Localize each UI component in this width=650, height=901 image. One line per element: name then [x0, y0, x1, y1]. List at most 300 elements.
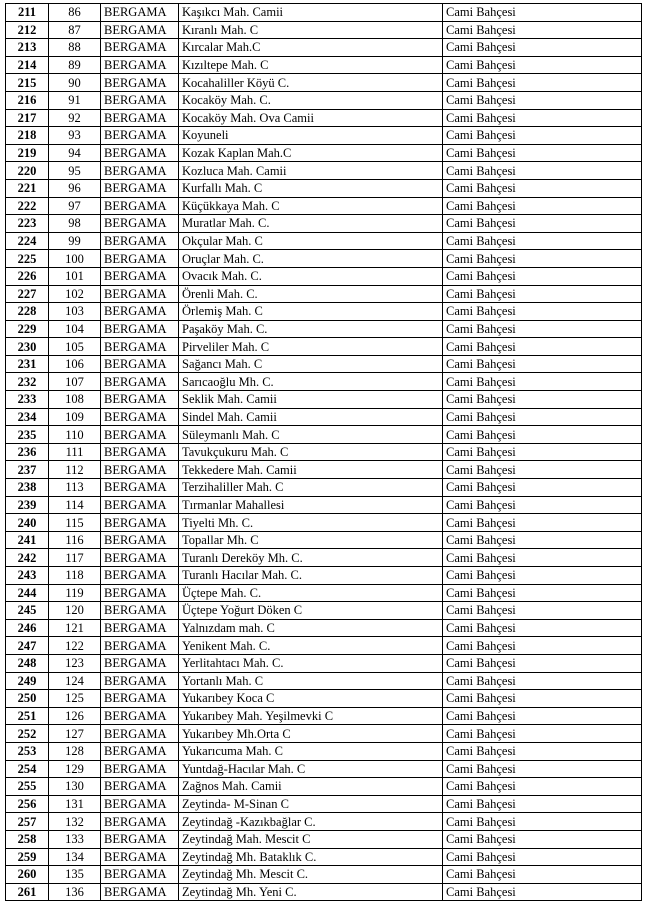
document-page — [5, 3, 642, 901]
district-cell: BERGAMA — [101, 21, 179, 39]
district-cell: BERGAMA — [101, 232, 179, 250]
table-row — [6, 866, 642, 884]
row-number-cell: 248 — [6, 654, 49, 672]
table-row — [6, 391, 642, 409]
location-type-cell: Cami Bahçesi — [443, 338, 642, 356]
sequence-number-cell: 86 — [49, 4, 101, 22]
row-number-cell: 225 — [6, 250, 49, 268]
row-number-cell: 213 — [6, 39, 49, 57]
location-type-cell: Cami Bahçesi — [443, 74, 642, 92]
neighborhood-cell: Kocaköy Mah. C. — [179, 91, 443, 109]
district-cell: BERGAMA — [101, 795, 179, 813]
sequence-number-cell: 93 — [49, 127, 101, 145]
table-body — [6, 4, 642, 901]
district-cell: BERGAMA — [101, 619, 179, 637]
district-cell: BERGAMA — [101, 285, 179, 303]
sequence-number-cell: 131 — [49, 795, 101, 813]
row-number-cell: 249 — [6, 672, 49, 690]
table-row — [6, 197, 642, 215]
location-type-cell: Cami Bahçesi — [443, 883, 642, 901]
neighborhood-cell: Tekkedere Mah. Camii — [179, 461, 443, 479]
sequence-number-cell: 91 — [49, 91, 101, 109]
table-row — [6, 795, 642, 813]
row-number-cell: 244 — [6, 584, 49, 602]
district-cell: BERGAMA — [101, 179, 179, 197]
neighborhood-cell: Kurfallı Mah. C — [179, 179, 443, 197]
location-type-cell: Cami Bahçesi — [443, 21, 642, 39]
row-number-cell: 243 — [6, 567, 49, 585]
location-type-cell: Cami Bahçesi — [443, 426, 642, 444]
neighborhood-cell: Zeytindağ -Kazıkbağlar C. — [179, 813, 443, 831]
sequence-number-cell: 92 — [49, 109, 101, 127]
neighborhood-cell: Terzihaliller Mah. C — [179, 479, 443, 497]
neighborhood-cell: Ovacık Mah. C. — [179, 267, 443, 285]
row-number-cell: 232 — [6, 373, 49, 391]
table-row — [6, 461, 642, 479]
district-cell: BERGAMA — [101, 91, 179, 109]
table-row — [6, 531, 642, 549]
table-row — [6, 338, 642, 356]
row-number-cell: 253 — [6, 742, 49, 760]
table-row — [6, 320, 642, 338]
neighborhood-cell: Sarıcaoğlu Mh. C. — [179, 373, 443, 391]
sequence-number-cell: 98 — [49, 215, 101, 233]
sequence-number-cell: 119 — [49, 584, 101, 602]
district-cell: BERGAMA — [101, 584, 179, 602]
district-cell: BERGAMA — [101, 514, 179, 532]
location-type-cell: Cami Bahçesi — [443, 690, 642, 708]
location-type-cell: Cami Bahçesi — [443, 232, 642, 250]
location-table — [5, 3, 642, 901]
location-type-cell: Cami Bahçesi — [443, 144, 642, 162]
location-type-cell: Cami Bahçesi — [443, 39, 642, 57]
neighborhood-cell: Üçtepe Yoğurt Döken C — [179, 602, 443, 620]
location-type-cell: Cami Bahçesi — [443, 496, 642, 514]
table-row — [6, 303, 642, 321]
sequence-number-cell: 129 — [49, 760, 101, 778]
sequence-number-cell: 134 — [49, 848, 101, 866]
row-number-cell: 219 — [6, 144, 49, 162]
row-number-cell: 255 — [6, 778, 49, 796]
table-row — [6, 760, 642, 778]
location-type-cell: Cami Bahçesi — [443, 549, 642, 567]
table-row — [6, 619, 642, 637]
sequence-number-cell: 120 — [49, 602, 101, 620]
row-number-cell: 242 — [6, 549, 49, 567]
row-number-cell: 251 — [6, 707, 49, 725]
location-type-cell: Cami Bahçesi — [443, 514, 642, 532]
sequence-number-cell: 97 — [49, 197, 101, 215]
table-row — [6, 285, 642, 303]
row-number-cell: 228 — [6, 303, 49, 321]
sequence-number-cell: 122 — [49, 637, 101, 655]
table-row — [6, 144, 642, 162]
location-type-cell: Cami Bahçesi — [443, 303, 642, 321]
table-row — [6, 373, 642, 391]
location-type-cell: Cami Bahçesi — [443, 267, 642, 285]
neighborhood-cell: Yalnızdam mah. C — [179, 619, 443, 637]
location-type-cell: Cami Bahçesi — [443, 619, 642, 637]
table-row — [6, 91, 642, 109]
row-number-cell: 223 — [6, 215, 49, 233]
sequence-number-cell: 100 — [49, 250, 101, 268]
neighborhood-cell: Paşaköy Mah. C. — [179, 320, 443, 338]
row-number-cell: 215 — [6, 74, 49, 92]
neighborhood-cell: Yukarıcuma Mah. C — [179, 742, 443, 760]
neighborhood-cell: Pirveliler Mah. C — [179, 338, 443, 356]
row-number-cell: 216 — [6, 91, 49, 109]
location-type-cell: Cami Bahçesi — [443, 109, 642, 127]
district-cell: BERGAMA — [101, 162, 179, 180]
neighborhood-cell: Yortanlı Mah. C — [179, 672, 443, 690]
table-row — [6, 74, 642, 92]
location-type-cell: Cami Bahçesi — [443, 91, 642, 109]
location-type-cell: Cami Bahçesi — [443, 795, 642, 813]
location-type-cell: Cami Bahçesi — [443, 531, 642, 549]
neighborhood-cell: Kocaköy Mah. Ova Camii — [179, 109, 443, 127]
table-row — [6, 162, 642, 180]
row-number-cell: 245 — [6, 602, 49, 620]
row-number-cell: 227 — [6, 285, 49, 303]
district-cell: BERGAMA — [101, 127, 179, 145]
neighborhood-cell: Örlemiş Mah. C — [179, 303, 443, 321]
row-number-cell: 234 — [6, 408, 49, 426]
sequence-number-cell: 102 — [49, 285, 101, 303]
sequence-number-cell: 113 — [49, 479, 101, 497]
table-row — [6, 602, 642, 620]
row-number-cell: 221 — [6, 179, 49, 197]
neighborhood-cell: Yukarıbey Mh.Orta C — [179, 725, 443, 743]
neighborhood-cell: Muratlar Mah. C. — [179, 215, 443, 233]
sequence-number-cell: 115 — [49, 514, 101, 532]
sequence-number-cell: 132 — [49, 813, 101, 831]
row-number-cell: 229 — [6, 320, 49, 338]
district-cell: BERGAMA — [101, 74, 179, 92]
table-row — [6, 39, 642, 57]
table-row — [6, 725, 642, 743]
sequence-number-cell: 114 — [49, 496, 101, 514]
sequence-number-cell: 94 — [49, 144, 101, 162]
sequence-number-cell: 125 — [49, 690, 101, 708]
table-row — [6, 778, 642, 796]
sequence-number-cell: 121 — [49, 619, 101, 637]
district-cell: BERGAMA — [101, 672, 179, 690]
sequence-number-cell: 101 — [49, 267, 101, 285]
district-cell: BERGAMA — [101, 760, 179, 778]
row-number-cell: 239 — [6, 496, 49, 514]
sequence-number-cell: 126 — [49, 707, 101, 725]
location-type-cell: Cami Bahçesi — [443, 443, 642, 461]
location-type-cell: Cami Bahçesi — [443, 479, 642, 497]
sequence-number-cell: 110 — [49, 426, 101, 444]
sequence-number-cell: 109 — [49, 408, 101, 426]
district-cell: BERGAMA — [101, 602, 179, 620]
location-type-cell: Cami Bahçesi — [443, 320, 642, 338]
district-cell: BERGAMA — [101, 267, 179, 285]
district-cell: BERGAMA — [101, 866, 179, 884]
row-number-cell: 214 — [6, 56, 49, 74]
location-type-cell: Cami Bahçesi — [443, 584, 642, 602]
location-type-cell: Cami Bahçesi — [443, 742, 642, 760]
district-cell: BERGAMA — [101, 250, 179, 268]
location-type-cell: Cami Bahçesi — [443, 127, 642, 145]
table-row — [6, 813, 642, 831]
row-number-cell: 236 — [6, 443, 49, 461]
neighborhood-cell: Zeytindağ Mh. Mescit C. — [179, 866, 443, 884]
location-type-cell: Cami Bahçesi — [443, 250, 642, 268]
district-cell: BERGAMA — [101, 549, 179, 567]
table-row — [6, 267, 642, 285]
district-cell: BERGAMA — [101, 813, 179, 831]
district-cell: BERGAMA — [101, 848, 179, 866]
neighborhood-cell: Turanlı Hacılar Mah. C. — [179, 567, 443, 585]
neighborhood-cell: Süleymanlı Mah. C — [179, 426, 443, 444]
district-cell: BERGAMA — [101, 479, 179, 497]
neighborhood-cell: Zağnos Mah. Camii — [179, 778, 443, 796]
district-cell: BERGAMA — [101, 461, 179, 479]
neighborhood-cell: Kozluca Mah. Camii — [179, 162, 443, 180]
location-type-cell: Cami Bahçesi — [443, 637, 642, 655]
district-cell: BERGAMA — [101, 4, 179, 22]
table-row — [6, 549, 642, 567]
location-type-cell: Cami Bahçesi — [443, 602, 642, 620]
table-row — [6, 584, 642, 602]
table-row — [6, 496, 642, 514]
table-row — [6, 654, 642, 672]
district-cell: BERGAMA — [101, 567, 179, 585]
district-cell: BERGAMA — [101, 144, 179, 162]
location-type-cell: Cami Bahçesi — [443, 654, 642, 672]
neighborhood-cell: Kırcalar Mah.C — [179, 39, 443, 57]
neighborhood-cell: Tırmanlar Mahallesi — [179, 496, 443, 514]
location-type-cell: Cami Bahçesi — [443, 285, 642, 303]
sequence-number-cell: 96 — [49, 179, 101, 197]
location-type-cell: Cami Bahçesi — [443, 373, 642, 391]
neighborhood-cell: Tiyelti Mh. C. — [179, 514, 443, 532]
location-type-cell: Cami Bahçesi — [443, 567, 642, 585]
row-number-cell: 212 — [6, 21, 49, 39]
row-number-cell: 260 — [6, 866, 49, 884]
sequence-number-cell: 99 — [49, 232, 101, 250]
sequence-number-cell: 90 — [49, 74, 101, 92]
district-cell: BERGAMA — [101, 830, 179, 848]
table-row — [6, 883, 642, 901]
row-number-cell: 220 — [6, 162, 49, 180]
location-type-cell: Cami Bahçesi — [443, 725, 642, 743]
district-cell: BERGAMA — [101, 637, 179, 655]
row-number-cell: 259 — [6, 848, 49, 866]
neighborhood-cell: Okçular Mah. C — [179, 232, 443, 250]
neighborhood-cell: Seklik Mah. Camii — [179, 391, 443, 409]
district-cell: BERGAMA — [101, 338, 179, 356]
district-cell: BERGAMA — [101, 39, 179, 57]
sequence-number-cell: 116 — [49, 531, 101, 549]
location-type-cell: Cami Bahçesi — [443, 355, 642, 373]
sequence-number-cell: 105 — [49, 338, 101, 356]
neighborhood-cell: Zeytinda- M-Sinan C — [179, 795, 443, 813]
location-type-cell: Cami Bahçesi — [443, 391, 642, 409]
location-type-cell: Cami Bahçesi — [443, 778, 642, 796]
table-row — [6, 21, 642, 39]
location-type-cell: Cami Bahçesi — [443, 760, 642, 778]
table-row — [6, 830, 642, 848]
neighborhood-cell: Zeytindağ Mh. Bataklık C. — [179, 848, 443, 866]
table-row — [6, 232, 642, 250]
district-cell: BERGAMA — [101, 391, 179, 409]
sequence-number-cell: 111 — [49, 443, 101, 461]
district-cell: BERGAMA — [101, 426, 179, 444]
location-type-cell: Cami Bahçesi — [443, 866, 642, 884]
neighborhood-cell: Yuntdağ-Hacılar Mah. C — [179, 760, 443, 778]
table-row — [6, 567, 642, 585]
district-cell: BERGAMA — [101, 215, 179, 233]
district-cell: BERGAMA — [101, 109, 179, 127]
district-cell: BERGAMA — [101, 496, 179, 514]
row-number-cell: 250 — [6, 690, 49, 708]
district-cell: BERGAMA — [101, 778, 179, 796]
location-type-cell: Cami Bahçesi — [443, 848, 642, 866]
district-cell: BERGAMA — [101, 742, 179, 760]
row-number-cell: 226 — [6, 267, 49, 285]
row-number-cell: 252 — [6, 725, 49, 743]
neighborhood-cell: Kıranlı Mah. C — [179, 21, 443, 39]
row-number-cell: 240 — [6, 514, 49, 532]
sequence-number-cell: 87 — [49, 21, 101, 39]
table-row — [6, 848, 642, 866]
location-type-cell: Cami Bahçesi — [443, 813, 642, 831]
sequence-number-cell: 128 — [49, 742, 101, 760]
sequence-number-cell: 135 — [49, 866, 101, 884]
row-number-cell: 254 — [6, 760, 49, 778]
neighborhood-cell: Kozak Kaplan Mah.C — [179, 144, 443, 162]
sequence-number-cell: 88 — [49, 39, 101, 57]
row-number-cell: 237 — [6, 461, 49, 479]
neighborhood-cell: Topallar Mh. C — [179, 531, 443, 549]
neighborhood-cell: Zeytindağ Mah. Mescit C — [179, 830, 443, 848]
location-type-cell: Cami Bahçesi — [443, 461, 642, 479]
sequence-number-cell: 124 — [49, 672, 101, 690]
district-cell: BERGAMA — [101, 197, 179, 215]
table-row — [6, 179, 642, 197]
row-number-cell: 211 — [6, 4, 49, 22]
sequence-number-cell: 107 — [49, 373, 101, 391]
location-type-cell: Cami Bahçesi — [443, 672, 642, 690]
district-cell: BERGAMA — [101, 707, 179, 725]
district-cell: BERGAMA — [101, 56, 179, 74]
row-number-cell: 238 — [6, 479, 49, 497]
row-number-cell: 224 — [6, 232, 49, 250]
table-row — [6, 355, 642, 373]
location-type-cell: Cami Bahçesi — [443, 197, 642, 215]
table-row — [6, 109, 642, 127]
table-row — [6, 443, 642, 461]
sequence-number-cell: 106 — [49, 355, 101, 373]
neighborhood-cell: Sindel Mah. Camii — [179, 408, 443, 426]
row-number-cell: 246 — [6, 619, 49, 637]
neighborhood-cell: Sağancı Mah. C — [179, 355, 443, 373]
table-row — [6, 637, 642, 655]
district-cell: BERGAMA — [101, 690, 179, 708]
table-row — [6, 742, 642, 760]
table-row — [6, 127, 642, 145]
sequence-number-cell: 103 — [49, 303, 101, 321]
row-number-cell: 231 — [6, 355, 49, 373]
district-cell: BERGAMA — [101, 408, 179, 426]
sequence-number-cell: 95 — [49, 162, 101, 180]
location-type-cell: Cami Bahçesi — [443, 179, 642, 197]
district-cell: BERGAMA — [101, 883, 179, 901]
district-cell: BERGAMA — [101, 654, 179, 672]
sequence-number-cell: 117 — [49, 549, 101, 567]
neighborhood-cell: Yenikent Mah. C. — [179, 637, 443, 655]
neighborhood-cell: Yukarıbey Koca C — [179, 690, 443, 708]
neighborhood-cell: Kızıltepe Mah. C — [179, 56, 443, 74]
neighborhood-cell: Kocahaliller Köyü C. — [179, 74, 443, 92]
district-cell: BERGAMA — [101, 320, 179, 338]
table-row — [6, 514, 642, 532]
location-type-cell: Cami Bahçesi — [443, 215, 642, 233]
sequence-number-cell: 89 — [49, 56, 101, 74]
location-type-cell: Cami Bahçesi — [443, 162, 642, 180]
table-row — [6, 707, 642, 725]
sequence-number-cell: 127 — [49, 725, 101, 743]
table-row — [6, 479, 642, 497]
neighborhood-cell: Tavukçukuru Mah. C — [179, 443, 443, 461]
neighborhood-cell: Örenli Mah. C. — [179, 285, 443, 303]
table-row — [6, 426, 642, 444]
sequence-number-cell: 112 — [49, 461, 101, 479]
sequence-number-cell: 133 — [49, 830, 101, 848]
location-type-cell: Cami Bahçesi — [443, 408, 642, 426]
sequence-number-cell: 136 — [49, 883, 101, 901]
neighborhood-cell: Küçükkaya Mah. C — [179, 197, 443, 215]
neighborhood-cell: Oruçlar Mah. C. — [179, 250, 443, 268]
district-cell: BERGAMA — [101, 531, 179, 549]
district-cell: BERGAMA — [101, 303, 179, 321]
district-cell: BERGAMA — [101, 355, 179, 373]
row-number-cell: 222 — [6, 197, 49, 215]
neighborhood-cell: Yerlitahtacı Mah. C. — [179, 654, 443, 672]
location-type-cell: Cami Bahçesi — [443, 4, 642, 22]
row-number-cell: 256 — [6, 795, 49, 813]
sequence-number-cell: 123 — [49, 654, 101, 672]
table-row — [6, 250, 642, 268]
row-number-cell: 235 — [6, 426, 49, 444]
row-number-cell: 217 — [6, 109, 49, 127]
row-number-cell: 241 — [6, 531, 49, 549]
row-number-cell: 218 — [6, 127, 49, 145]
row-number-cell: 258 — [6, 830, 49, 848]
table-row — [6, 215, 642, 233]
sequence-number-cell: 118 — [49, 567, 101, 585]
location-type-cell: Cami Bahçesi — [443, 707, 642, 725]
table-row — [6, 408, 642, 426]
location-type-cell: Cami Bahçesi — [443, 56, 642, 74]
sequence-number-cell: 104 — [49, 320, 101, 338]
district-cell: BERGAMA — [101, 373, 179, 391]
sequence-number-cell: 130 — [49, 778, 101, 796]
row-number-cell: 257 — [6, 813, 49, 831]
table-row — [6, 672, 642, 690]
district-cell: BERGAMA — [101, 725, 179, 743]
neighborhood-cell: Üçtepe Mah. C. — [179, 584, 443, 602]
location-type-cell: Cami Bahçesi — [443, 830, 642, 848]
table-row — [6, 56, 642, 74]
sequence-number-cell: 108 — [49, 391, 101, 409]
district-cell: BERGAMA — [101, 443, 179, 461]
neighborhood-cell: Yukarıbey Mah. Yeşilmevki C — [179, 707, 443, 725]
neighborhood-cell: Koyuneli — [179, 127, 443, 145]
